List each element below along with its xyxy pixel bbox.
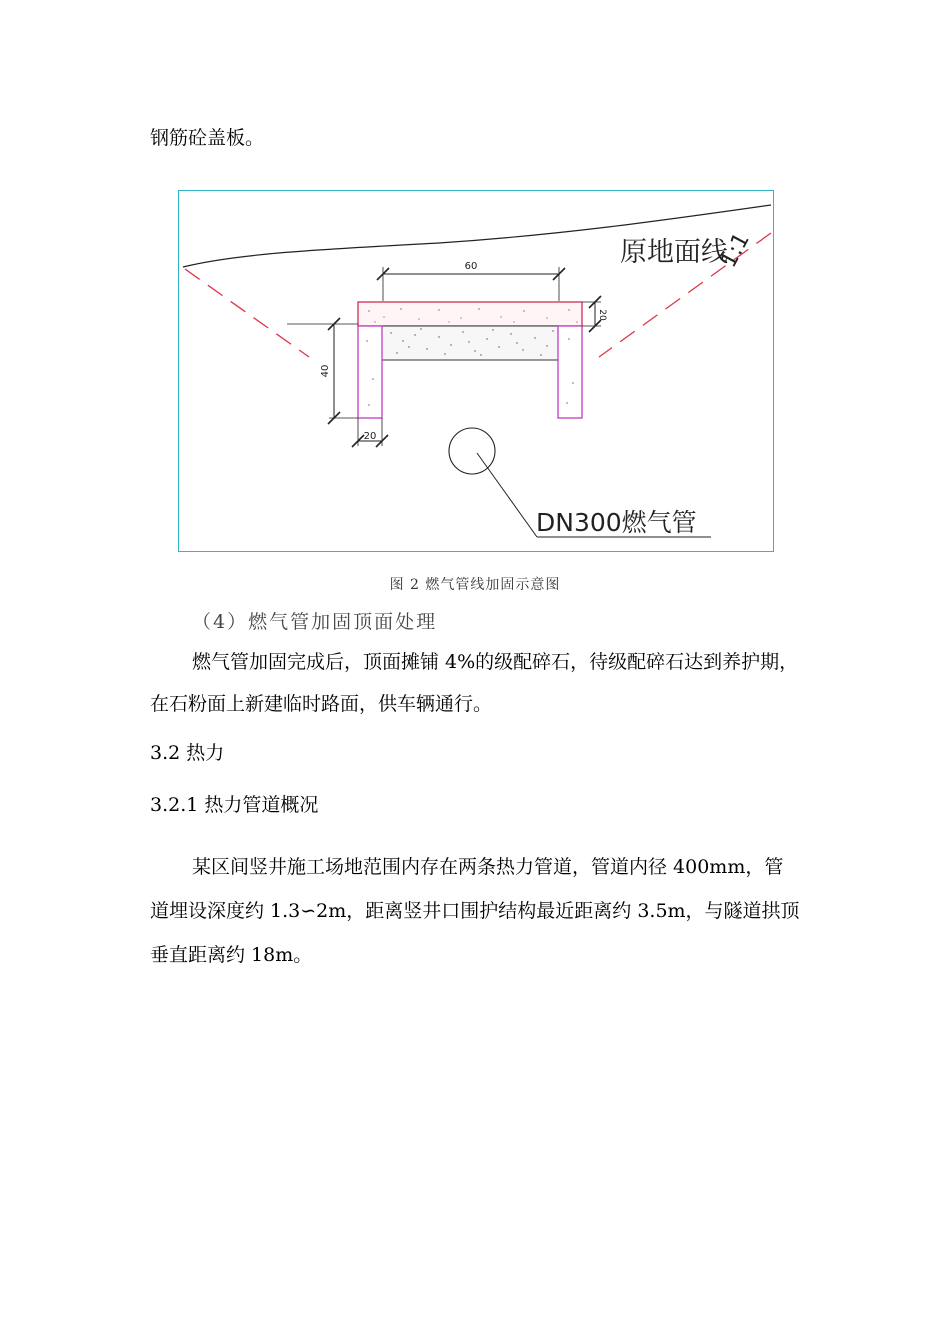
- paragraph-2-line-2: 道埋设深度约 1.3∽2m，距离竖井口围护结构最近距离约 3.5m，与隧道拱顶: [150, 900, 800, 922]
- dim-label-wall: 20: [363, 431, 377, 442]
- ground-label: 原地面线: [620, 237, 728, 268]
- paragraph-2-line-1: 某区间竖井施工场地范围内存在两条热力管道，管道内径 400mm，管: [192, 856, 784, 878]
- pipe-label: DN300燃气管: [536, 508, 697, 537]
- cover-slab: [358, 302, 582, 326]
- dim-label-width: 60: [464, 261, 478, 272]
- slope-line-left: [185, 269, 309, 357]
- figure-caption: 图 2 燃气管线加固示意图: [389, 577, 561, 593]
- section-heading-3-2: 3.2 热力: [150, 742, 225, 764]
- slope-label: 1:1: [716, 228, 755, 272]
- gravel-fill: [382, 326, 558, 360]
- figure-drawing: [179, 191, 773, 551]
- section-heading-3-2-1: 3.2.1 热力管道概况: [150, 794, 319, 816]
- dim-label-slab: 20: [597, 309, 607, 321]
- text-line-top: 钢筋砼盖板。: [150, 127, 265, 149]
- pipe-leader-line: [477, 453, 537, 537]
- subheading: （4）燃气管加固顶面处理: [192, 611, 438, 633]
- gas-pipe-reinforcement-figure: [178, 190, 774, 552]
- dim-label-height: 40: [320, 364, 331, 378]
- side-wall-right: [558, 326, 582, 418]
- paragraph-2-line-3: 垂直距离约 18m。: [150, 944, 313, 966]
- gas-pipe-circle: [449, 428, 495, 474]
- side-wall-left: [358, 326, 382, 418]
- paragraph-1-line-2: 在石粉面上新建临时路面，供车辆通行。: [150, 693, 493, 715]
- paragraph-1-line-1: 燃气管加固完成后，顶面摊铺 4%的级配碎石，待级配碎石达到养护期，: [192, 651, 799, 673]
